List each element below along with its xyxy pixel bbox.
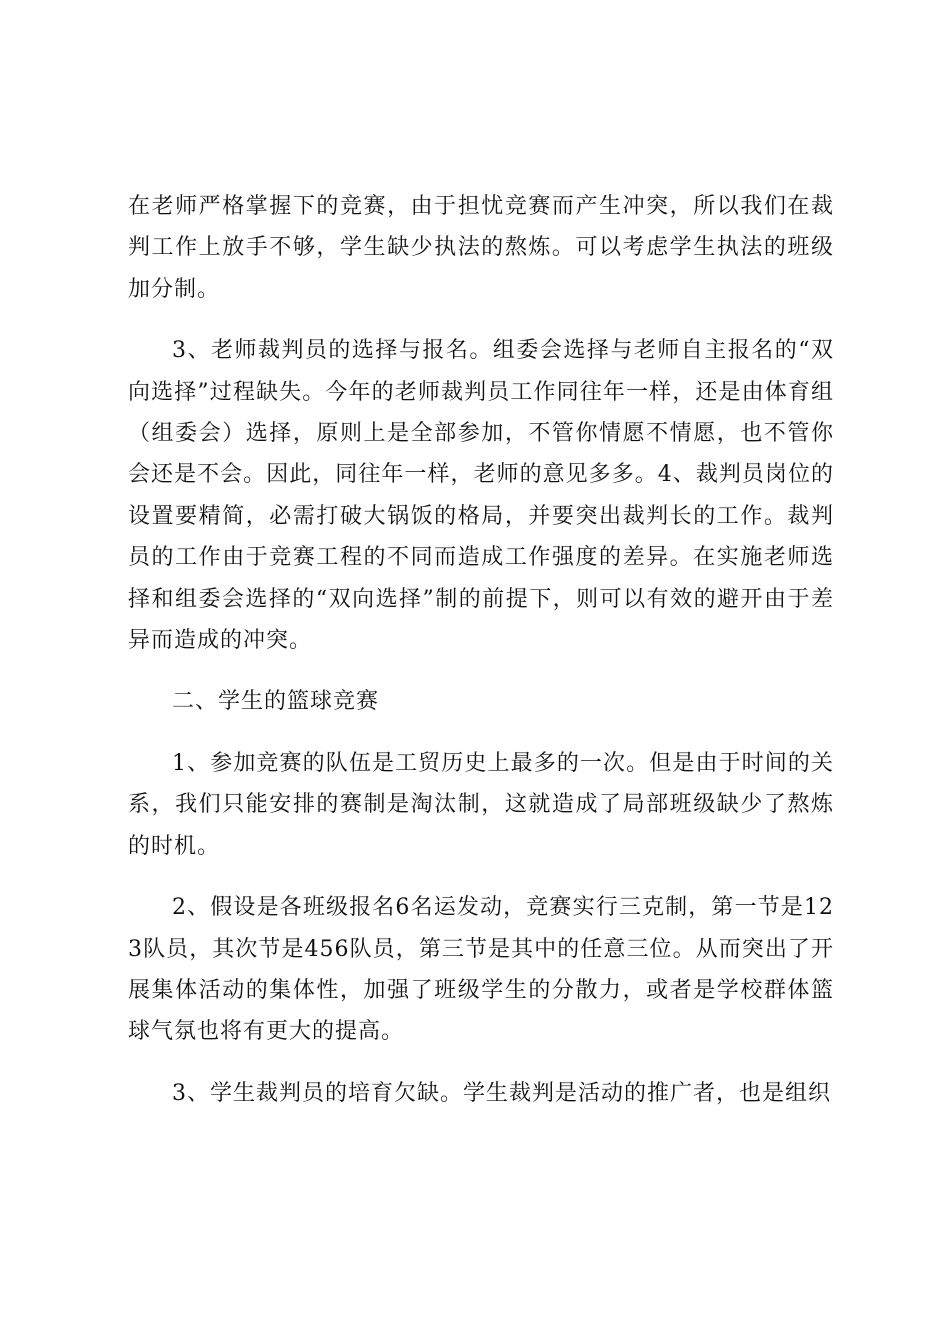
paragraph-continuation: 在老师严格掌握下的竞赛，由于担忧竞赛而产生冲突，所以我们在裁判工作上放手不够，学生缺少执法的熬炼。可以考虑学生执法的班级加分制。 bbox=[128, 194, 834, 302]
paragraph-teams: 1、参加竞赛的队伍是工贸历史上最多的一次。但是由于时间的关系，我们只能安排的赛制是淘汰制，这就造成了局部班级缺少了熬炼的时机。 bbox=[128, 750, 834, 859]
section-heading-basketball: 二、学生的篮球竞赛 bbox=[172, 689, 380, 715]
document-body bbox=[128, 186, 834, 1134]
paragraph-student-referees: 3、学生裁判员的培育欠缺。学生裁判是活动的推广者，也是组织 bbox=[172, 1080, 831, 1106]
paragraph-rules: 2、假设是各班级报名6名运发动，竞赛实行三克制，第一节是123队员，其次节是456队员，第三节是其中的任意三位。从而突出了开展集体活动的集体性，加强了班级学生的分散力，或者是学校群体篮球气氛也将有更大的提高。 bbox=[128, 895, 834, 1045]
paragraph-referee-selection: 3、老师裁判员的选择与报名。组委会选择与老师自主报名的“双向选择”过程缺失。今年的老师裁判员工作同往年一样，还是由体育组（组委会）选择，原则上是全部参加，不管你情愿不情愿，也不管你会还是不会。因此，同往年一样，老师的意见多多。4、裁判员岗位的设置要精简，必需打破大锅饭的格局，并要突出裁判长的工作。裁判员的工作由于竞赛工程的不同而造成工作强度的差异。在实施老师选择和组委会选择的“双向选择”制的前提下，则可以有效的避开由于差异而造成的冲突。 bbox=[128, 338, 834, 654]
